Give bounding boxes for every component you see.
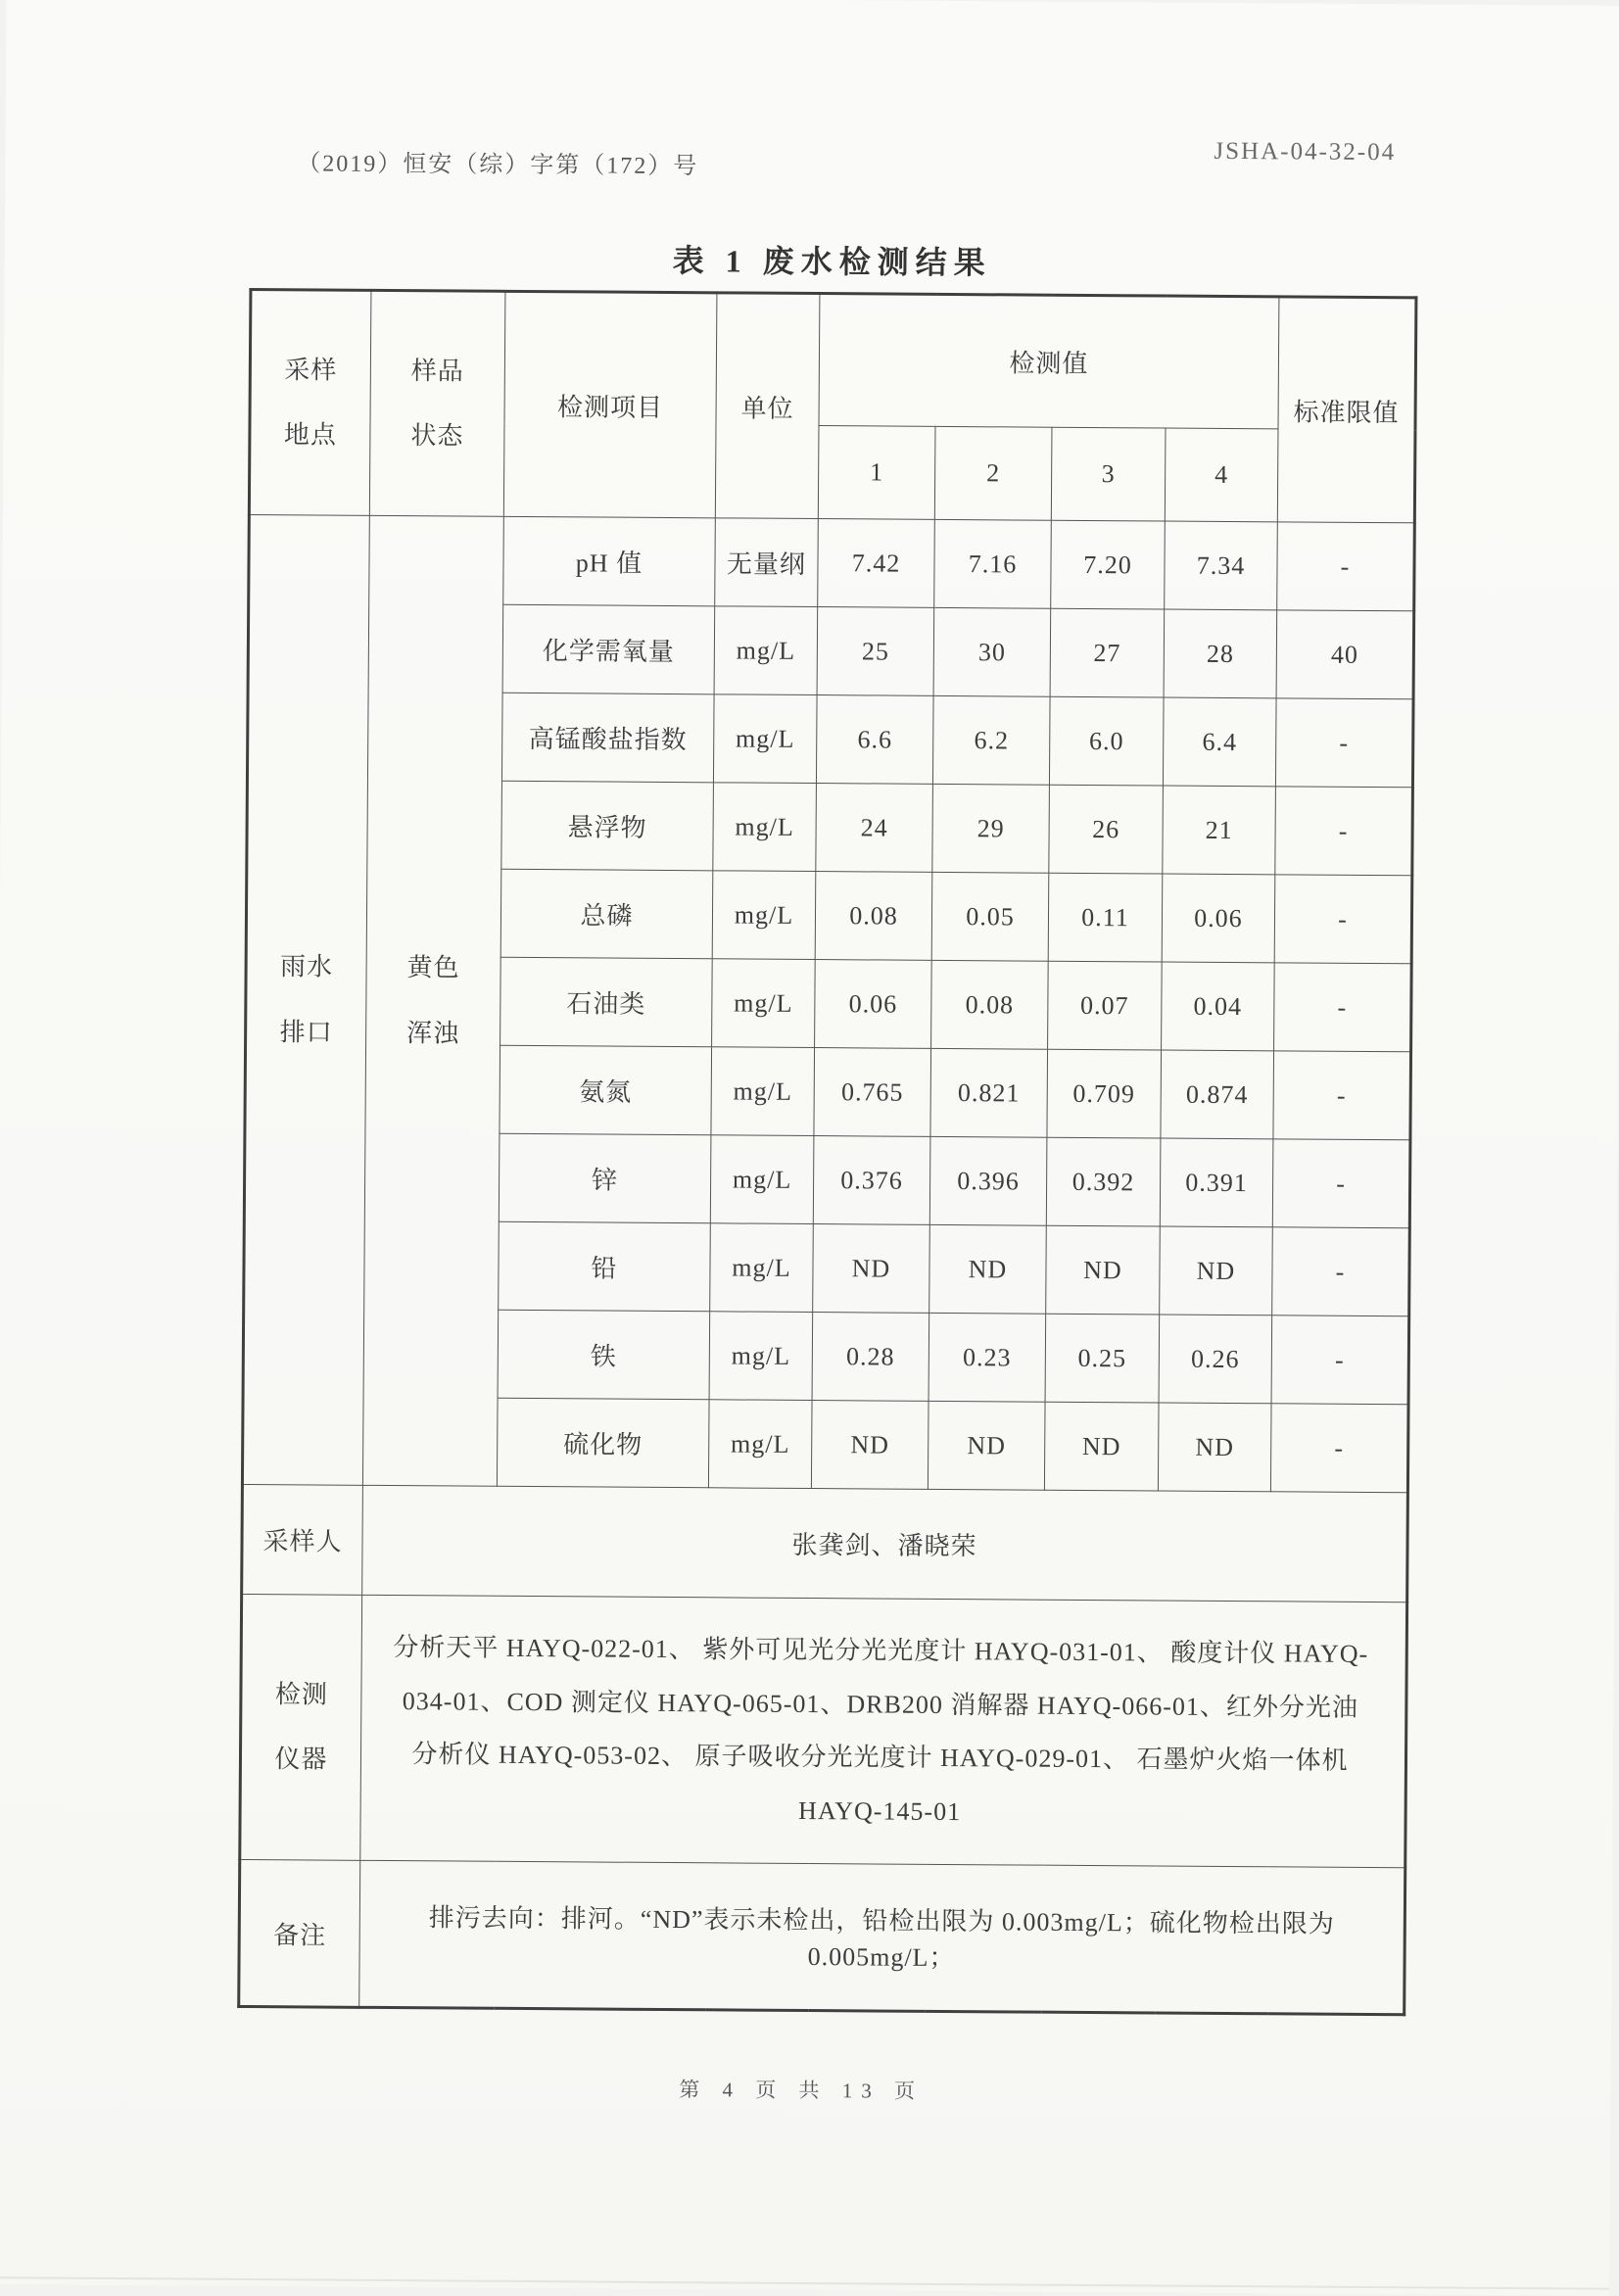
value-cell: 29 [932, 784, 1050, 873]
value-cell: 0.396 [929, 1136, 1047, 1225]
unit-cell: mg/L [712, 871, 816, 960]
value-cell: 7.20 [1051, 520, 1166, 609]
col-header-test-values: 检测值 [819, 294, 1279, 429]
unit-cell: mg/L [713, 694, 817, 784]
value-cell: ND [1046, 1225, 1161, 1315]
value-cell: ND [813, 1224, 930, 1314]
value-cell: 6.6 [816, 695, 933, 785]
value-cell: 7.34 [1165, 521, 1278, 610]
unit-cell: mg/L [713, 783, 817, 872]
remark-value: 排污去向：排河。“ND”表示未检出，铅检出限为 0.003mg/L；硫化物检出限为 0.005mg/L； [359, 1861, 1405, 2015]
value-cell: 0.28 [812, 1313, 929, 1402]
item-cell: 铁 [498, 1310, 710, 1400]
item-cell: 铅 [499, 1221, 711, 1312]
document-code: JSHA-04-32-04 [1214, 137, 1397, 167]
scan-edge-line [0, 2276, 1609, 2290]
remark-row [239, 1860, 1405, 2015]
value-cell: ND [1160, 1226, 1273, 1315]
unit-cell: mg/L [709, 1312, 813, 1401]
col-header-unit: 单位 [715, 293, 820, 519]
col-header-sample-2: 2 [934, 426, 1052, 520]
sample-state-cell: 黄色 浑浊 [362, 515, 503, 1486]
item-cell: 化学需氧量 [502, 604, 715, 694]
value-cell: 0.26 [1159, 1315, 1272, 1404]
item-cell: 锌 [499, 1133, 711, 1223]
limit-cell: - [1275, 698, 1413, 788]
item-cell: 硫化物 [497, 1398, 709, 1488]
limit-cell: - [1273, 1051, 1411, 1140]
value-cell: 0.25 [1045, 1314, 1160, 1403]
value-cell: 6.4 [1163, 697, 1276, 787]
value-cell: ND [1044, 1402, 1159, 1491]
value-cell: 0.11 [1048, 873, 1163, 962]
value-cell: 7.42 [818, 519, 935, 608]
sampler-value: 张龚剑、潘晓荣 [362, 1485, 1408, 1602]
limit-cell: - [1270, 1404, 1408, 1493]
unit-cell: mg/L [714, 606, 818, 695]
results-body [242, 514, 1414, 1492]
value-cell: 6.0 [1049, 696, 1164, 786]
value-cell: 0.765 [814, 1048, 931, 1137]
value-cell: 7.16 [934, 519, 1052, 608]
limit-cell: - [1272, 1139, 1410, 1228]
value-cell: 0.376 [813, 1136, 930, 1225]
value-cell: 6.2 [932, 695, 1050, 785]
instrument-label: 检测 仪器 [240, 1594, 362, 1860]
item-cell: 氨氮 [500, 1045, 712, 1135]
value-cell: 0.392 [1046, 1137, 1161, 1226]
limit-cell: - [1271, 1315, 1409, 1405]
sampling-location-cell: 雨水 排口 [242, 514, 369, 1485]
table-row [249, 514, 1415, 610]
value-cell: 0.06 [815, 960, 932, 1049]
unit-cell: mg/L [711, 1047, 815, 1136]
value-cell: ND [1158, 1403, 1271, 1492]
value-cell: 0.04 [1162, 962, 1275, 1051]
col-header-sample-3: 3 [1051, 427, 1166, 521]
col-header-sample-4: 4 [1165, 428, 1278, 522]
instrument-row [240, 1594, 1407, 1868]
value-cell: 0.23 [929, 1313, 1046, 1402]
document-number: （2019）恒安（综）字第（172）号 [297, 151, 699, 180]
item-cell: 高锰酸盐指数 [501, 693, 714, 783]
value-cell: 0.391 [1160, 1138, 1273, 1227]
unit-cell: mg/L [710, 1223, 814, 1313]
value-cell: 28 [1164, 609, 1277, 698]
limit-cell: 40 [1276, 610, 1414, 699]
value-cell: 0.08 [931, 960, 1049, 1049]
instrument-value: 分析天平 HAYQ-022-01、 紫外可见光分光光度计 HAYQ-031-01、 酸度计仪 HAYQ-034-01、COD 测定仪 HAYQ-065-01、DRB200 消解器 HAYQ-066-01、红外分光油分析仪 HAYQ-053-02、 原子吸收分光光度计 HAYQ-029-01、 石墨炉火焰一体机 HAYQ-145-01 [360, 1595, 1407, 1868]
col-header-sample-1: 1 [818, 426, 935, 520]
value-cell: 21 [1163, 786, 1276, 875]
value-cell: ND [928, 1401, 1045, 1490]
page-number: 第 4 页 共 13 页 [679, 2078, 925, 2103]
results-table [237, 288, 1417, 2017]
remark-label: 备注 [239, 1860, 360, 2008]
table-title: 表 1 废水检测结果 [672, 243, 992, 281]
col-header-sample-state: 样品 状态 [369, 290, 505, 516]
sampler-row [242, 1484, 1408, 1602]
item-cell: pH 值 [503, 516, 716, 606]
limit-cell: - [1272, 1227, 1410, 1316]
item-cell: 悬浮物 [501, 781, 714, 871]
value-cell: 24 [816, 784, 933, 873]
unit-cell: mg/L [712, 959, 816, 1048]
value-cell: ND [811, 1401, 929, 1490]
value-cell: 0.06 [1162, 874, 1275, 963]
value-cell: 26 [1049, 785, 1164, 874]
value-cell: ND [929, 1224, 1047, 1314]
limit-cell: - [1274, 875, 1412, 964]
value-cell: 0.07 [1048, 961, 1163, 1050]
value-cell: 30 [933, 607, 1051, 696]
item-cell: 总磷 [500, 869, 713, 959]
sampler-label: 采样人 [242, 1484, 363, 1595]
value-cell: 0.821 [930, 1048, 1048, 1137]
col-header-standard-limit: 标准限值 [1277, 297, 1416, 523]
summary-body [239, 1484, 1408, 2015]
item-cell: 石油类 [500, 957, 713, 1047]
limit-cell: - [1275, 787, 1413, 876]
value-cell: 25 [817, 607, 934, 696]
value-cell: 0.709 [1047, 1049, 1162, 1138]
value-cell: 27 [1050, 608, 1165, 697]
value-cell: 0.05 [931, 872, 1049, 961]
value-cell: 0.874 [1161, 1050, 1274, 1139]
limit-cell: - [1274, 963, 1412, 1052]
col-header-sampling-location: 采样 地点 [249, 290, 371, 516]
unit-cell: mg/L [708, 1400, 812, 1489]
limit-cell: - [1277, 522, 1415, 611]
unit-cell: mg/L [710, 1135, 814, 1224]
unit-cell: 无量纲 [715, 518, 819, 607]
table-header [249, 290, 1416, 523]
value-cell: 0.08 [815, 872, 932, 961]
col-header-test-item: 检测项目 [503, 291, 717, 518]
header-row-1 [250, 290, 1416, 430]
